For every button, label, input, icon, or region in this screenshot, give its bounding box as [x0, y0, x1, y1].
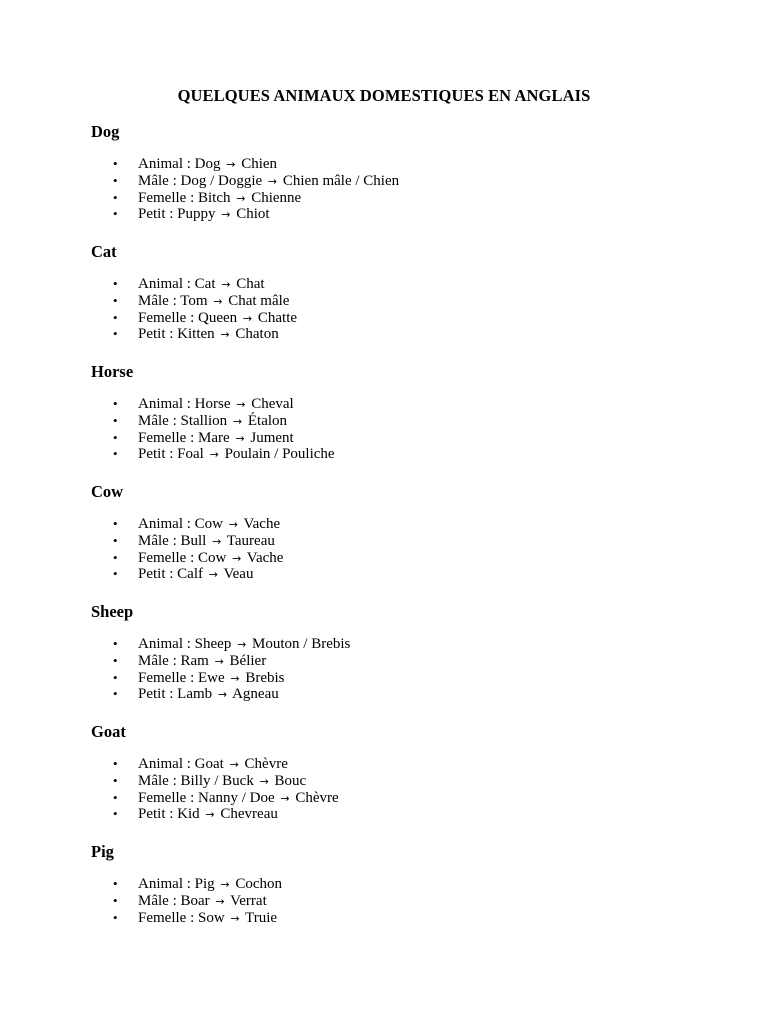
section-heading: Sheep — [91, 602, 134, 621]
item-translation: Bélier — [229, 652, 267, 669]
section-pig — [91, 842, 711, 926]
item-translation: Chèvre — [295, 789, 339, 806]
bullet-icon: • — [113, 396, 118, 411]
bullet-icon: • — [113, 772, 118, 788]
item-translation: Poulain / Pouliche — [224, 446, 335, 463]
arrow-right-icon: → — [229, 758, 239, 771]
bullet-icon: • — [113, 909, 118, 925]
item-translation: Chatte — [257, 309, 298, 326]
item-label: Petit : Puppy — [138, 206, 216, 223]
arrow-right-icon: → — [236, 191, 246, 205]
item-label: Mâle : Ram — [138, 652, 209, 669]
arrow-right-icon: → — [228, 518, 238, 531]
item-label: Animal : Cat — [138, 276, 216, 292]
item-translation: Taureau — [226, 532, 275, 549]
arrow-right-icon: → — [220, 878, 230, 891]
item-label: Femelle : Mare — [138, 429, 230, 446]
section-goat — [91, 722, 711, 823]
section-heading: Cat — [91, 242, 117, 261]
bullet-icon: • — [113, 892, 118, 908]
bullet-icon: • — [113, 686, 118, 702]
arrow-right-icon: → — [259, 774, 269, 788]
section-cat — [91, 242, 711, 343]
bullet-icon: • — [113, 189, 118, 205]
item-label: Petit : Lamb — [138, 686, 213, 703]
item-label: Femelle : Queen — [138, 309, 238, 326]
bullet-icon: • — [113, 292, 118, 308]
item-label: Petit : Kid — [138, 806, 200, 823]
arrow-right-icon: → — [226, 158, 236, 171]
arrow-right-icon: → — [220, 328, 230, 342]
bullet-icon: • — [113, 206, 118, 222]
bullet-icon: • — [113, 532, 118, 548]
bullet-icon: • — [113, 566, 118, 582]
item-translation: Brebis — [245, 669, 285, 686]
item-label: Femelle : Cow — [138, 549, 227, 566]
bullet-icon: • — [113, 806, 118, 822]
section-horse — [91, 362, 711, 463]
item-label: Mâle : Bull — [138, 532, 207, 549]
item-translation: Chevreau — [220, 806, 278, 823]
item-translation: Vache — [246, 549, 284, 566]
item-label: Animal : Sheep — [138, 636, 232, 652]
item-translation: Chat mâle — [228, 292, 290, 309]
arrow-right-icon: → — [217, 688, 228, 702]
item-label: Animal : Pig — [138, 876, 215, 892]
bullet-icon: • — [113, 326, 118, 342]
section-heading: Cow — [91, 482, 124, 501]
arrow-right-icon: → — [221, 278, 231, 291]
arrow-right-icon: → — [208, 568, 218, 582]
arrow-right-icon: → — [212, 534, 222, 548]
item-translation: Cheval — [251, 396, 294, 412]
arrow-right-icon: → — [230, 671, 240, 685]
arrow-right-icon: → — [215, 894, 225, 908]
bullet-icon: • — [113, 309, 118, 325]
item-translation: Jument — [250, 429, 294, 446]
item-label: Mâle : Stallion — [138, 412, 228, 429]
arrow-right-icon: → — [232, 414, 243, 428]
item-translation: Chien mâle / Chien — [282, 172, 400, 189]
arrow-right-icon: → — [221, 208, 231, 222]
arrow-right-icon: → — [235, 431, 245, 445]
item-label: Mâle : Boar — [138, 892, 210, 909]
item-label: Mâle : Dog / Doggie — [138, 172, 263, 189]
item-label: Mâle : Billy / Buck — [138, 772, 254, 789]
item-translation: Agneau — [232, 686, 279, 703]
item-translation: Chèvre — [244, 756, 288, 772]
item-label: Animal : Goat — [138, 756, 224, 772]
section-heading: Dog — [91, 122, 120, 141]
item-label: Mâle : Tom — [138, 292, 208, 309]
document-title: QUELQUES ANIMAUX DOMESTIQUES EN ANGLAIS — [177, 86, 591, 105]
arrow-right-icon: → — [214, 654, 224, 668]
item-translation: Chiot — [236, 206, 270, 223]
item-label: Animal : Cow — [138, 516, 223, 532]
item-translation: Chaton — [235, 326, 279, 343]
bullet-icon: • — [113, 412, 118, 428]
bullet-icon: • — [113, 756, 118, 771]
arrow-right-icon: → — [237, 638, 247, 651]
item-translation: Chat — [236, 276, 265, 292]
item-translation: Chien — [241, 156, 278, 172]
section-cow — [91, 482, 711, 583]
item-label: Femelle : Bitch — [138, 189, 231, 206]
arrow-right-icon: → — [209, 448, 219, 462]
bullet-icon: • — [113, 429, 118, 445]
bullet-icon: • — [113, 446, 118, 462]
item-translation: Cochon — [235, 876, 283, 892]
bullet-icon: • — [113, 669, 118, 685]
bullet-icon: • — [113, 549, 118, 565]
bullet-icon: • — [113, 789, 118, 805]
section-heading: Pig — [91, 842, 114, 861]
item-translation: Veau — [223, 566, 254, 583]
item-label: Femelle : Ewe — [138, 669, 225, 686]
bullet-icon: • — [113, 516, 118, 531]
section-heading: Goat — [91, 722, 126, 741]
bullet-icon: • — [113, 876, 118, 891]
item-label: Petit : Calf — [138, 566, 203, 583]
bullet-icon: • — [113, 172, 118, 188]
item-translation: Étalon — [247, 412, 288, 429]
item-translation: Vache — [243, 516, 281, 532]
bullet-icon: • — [113, 276, 118, 291]
item-label: Animal : Horse — [138, 396, 231, 412]
bullet-icon: • — [113, 156, 118, 171]
item-translation: Bouc — [274, 772, 307, 789]
item-translation: Verrat — [230, 892, 267, 909]
section-heading: Horse — [91, 362, 134, 381]
item-label: Femelle : Sow — [138, 909, 225, 926]
item-translation: Mouton / Brebis — [252, 636, 351, 652]
bullet-icon: • — [113, 636, 118, 651]
item-translation: Truie — [245, 909, 278, 926]
item-label: Petit : Foal — [138, 446, 204, 463]
arrow-right-icon: → — [236, 398, 246, 411]
arrow-right-icon: → — [280, 791, 290, 805]
item-label: Femelle : Nanny / Doe — [138, 789, 275, 806]
bullet-icon: • — [113, 652, 118, 668]
arrow-right-icon: → — [230, 911, 240, 925]
item-label: Petit : Kitten — [138, 326, 215, 343]
arrow-right-icon: → — [232, 551, 242, 565]
section-sheep — [91, 602, 711, 703]
arrow-right-icon: → — [205, 808, 215, 822]
item-translation: Chienne — [251, 189, 302, 206]
arrow-right-icon: → — [242, 311, 253, 325]
item-label: Animal : Dog — [138, 156, 221, 172]
arrow-right-icon: → — [267, 174, 278, 188]
arrow-right-icon: → — [213, 294, 223, 308]
section-dog — [91, 122, 711, 223]
